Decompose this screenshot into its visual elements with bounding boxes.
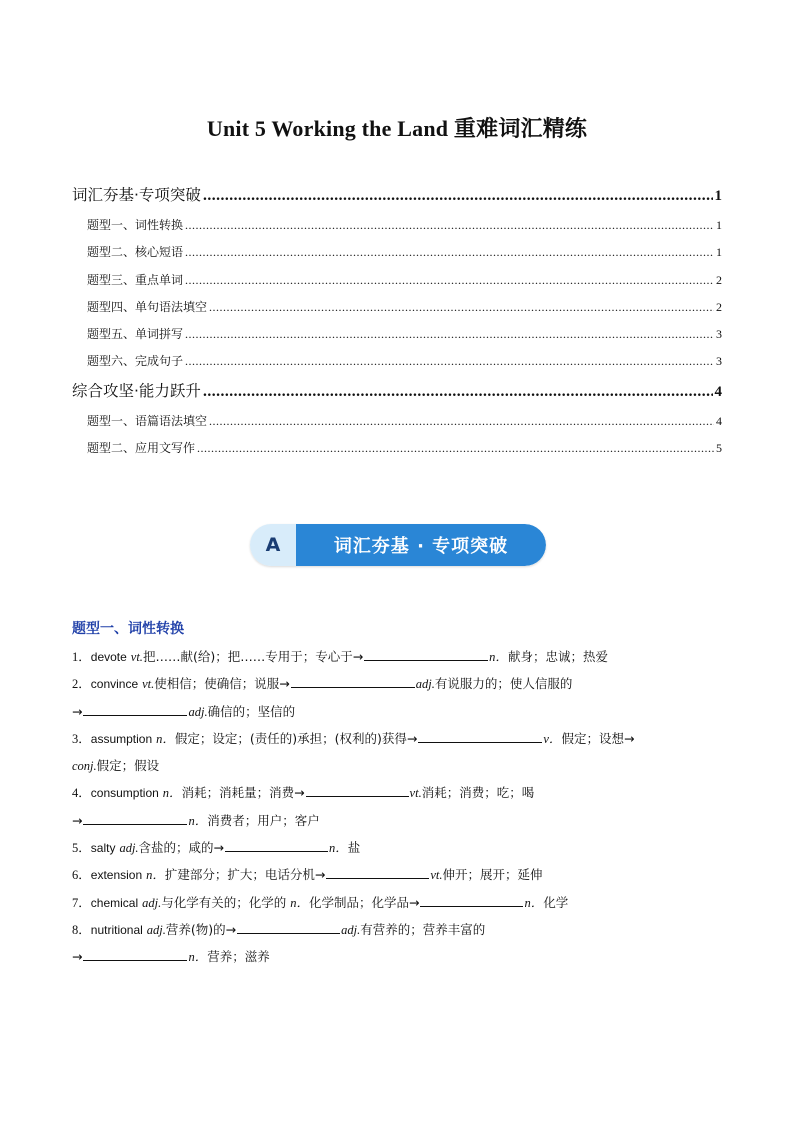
exercise-item-4-continued: [72, 810, 732, 837]
part-of-speech: conj.: [72, 759, 97, 774]
part-of-speech: n．: [188, 950, 208, 965]
part-of-speech: adj.: [142, 895, 162, 910]
arrow: →: [72, 949, 83, 965]
answer-blank[interactable]: [83, 810, 187, 825]
part-of-speech: n．: [156, 731, 175, 746]
part-of-speech: adj.: [341, 922, 361, 937]
item-number: 2．: [72, 677, 91, 692]
definition: 盐: [347, 840, 361, 856]
definition: 与化学有关的；化学的: [161, 894, 287, 910]
toc-item[interactable]: [72, 212, 722, 239]
toc-item[interactable]: [72, 239, 722, 266]
definition: 有营养的；营养丰富的: [360, 921, 486, 937]
toc-page-number: 4: [716, 413, 722, 428]
headword: convince: [90, 677, 139, 692]
answer-blank[interactable]: [237, 919, 340, 934]
definition: 确信的；坚信的: [207, 703, 296, 719]
section-banner-label: 词汇夯基 · 专项突破: [296, 524, 546, 566]
exercise-item-5: [72, 837, 732, 864]
definition: 伸开；展开；延伸: [442, 867, 543, 883]
toc-item-label: 题型六、完成句子: [87, 354, 184, 369]
answer-blank[interactable]: [326, 864, 429, 879]
part-of-speech: n．: [524, 895, 544, 910]
toc-item-label: 题型二、核心短语: [87, 245, 184, 260]
toc-leader-dots: [185, 348, 714, 375]
item-number: 5．: [72, 841, 91, 856]
part-of-speech: n．: [188, 813, 208, 828]
toc-leader-dots: [209, 294, 714, 321]
toc-item[interactable]: [72, 435, 722, 462]
toc-leader-dots: [209, 408, 714, 435]
item-number: 4．: [72, 786, 91, 801]
definition: 营养；滋养: [207, 949, 270, 965]
toc-section-label: 词汇夯基·专项突破: [72, 186, 201, 204]
section-banner: [250, 524, 546, 566]
toc-page-number: 5: [716, 441, 722, 456]
item-number: 7．: [72, 895, 91, 910]
definition: 献身；忠诚；热爱: [507, 649, 608, 664]
part-of-speech: n．: [162, 786, 182, 801]
toc-item-label: 题型二、应用文写作: [87, 441, 196, 456]
definition: 有说服力的；使人信服的: [434, 676, 573, 692]
toc-section-label: 综合攻坚·能力跃升: [72, 381, 201, 400]
toc-page-number: 2: [716, 299, 722, 314]
answer-blank[interactable]: [291, 673, 415, 688]
exercise-item-3: [72, 728, 732, 755]
item-number: 6．: [72, 868, 91, 883]
toc-section-2[interactable]: [72, 376, 722, 408]
toc-item-label: 题型一、词性转换: [87, 218, 184, 232]
definition: 假定；设想→: [561, 730, 635, 746]
arrow: →: [72, 812, 83, 828]
answer-blank[interactable]: [364, 646, 488, 661]
headword: assumption: [90, 731, 153, 746]
item-number: 1．: [72, 650, 91, 664]
definition: 假定；设定；(责任的)承担；(权利的)获得→: [174, 730, 418, 746]
toc-leader-dots: [185, 212, 714, 239]
toc-page-number: 3: [716, 327, 722, 342]
part-of-speech: adj.: [146, 922, 166, 937]
answer-blank[interactable]: [83, 701, 187, 716]
definition: 假定；假设: [96, 758, 160, 774]
toc-item[interactable]: [72, 294, 722, 321]
part-of-speech: n．: [329, 841, 348, 856]
exercise-item-3-continued: [72, 755, 732, 782]
part-of-speech: vt.: [130, 650, 143, 664]
exercise-item-7: [72, 892, 732, 919]
part-of-speech: n．: [290, 895, 309, 910]
toc-page-number: 2: [716, 272, 722, 287]
definition: 扩建部分；扩大；电话分机→: [164, 867, 326, 883]
exercise-item-8-continued: [72, 946, 732, 973]
part-of-speech: adj.: [188, 704, 208, 719]
exercise-item-2-continued: [72, 701, 732, 728]
exercise-item-8: [72, 919, 732, 946]
definition: 消费者；用户；客户: [207, 812, 320, 828]
toc-page-number: 1: [716, 218, 722, 232]
exercise-heading: 题型一、词性转换: [72, 621, 184, 637]
toc-page-number: 1: [716, 245, 722, 260]
toc-section-1[interactable]: [72, 180, 722, 212]
toc-item[interactable]: [72, 321, 722, 348]
toc-leader-dots: [185, 267, 714, 294]
answer-blank[interactable]: [418, 728, 542, 743]
toc-leader-dots: [203, 181, 713, 211]
headword: extension: [90, 868, 143, 883]
part-of-speech: n．: [146, 868, 165, 883]
table-of-contents: [72, 180, 722, 462]
definition: 消耗；消费；吃；喝: [421, 785, 535, 801]
answer-blank[interactable]: [306, 782, 409, 797]
definition: 含盐的；咸的→: [138, 840, 225, 856]
part-of-speech: vt.: [142, 677, 155, 692]
headword: nutritional: [90, 922, 143, 937]
toc-item[interactable]: [72, 267, 722, 294]
toc-item[interactable]: [72, 348, 722, 375]
part-of-speech: n．: [489, 650, 508, 664]
toc-item-label: 题型一、语篇语法填空: [87, 413, 208, 428]
item-number: 8．: [72, 922, 91, 937]
toc-item-label: 题型三、重点单词: [87, 272, 184, 287]
headword: devote: [90, 650, 127, 664]
exercise-item-6: [72, 864, 732, 891]
document-title: Unit 5 Working the Land 重难词汇精练: [206, 116, 588, 141]
part-of-speech: vt.: [430, 868, 443, 883]
toc-leader-dots: [197, 435, 714, 462]
toc-leader-dots: [185, 321, 714, 348]
exercise-item-4: [72, 782, 732, 809]
headword: chemical: [90, 895, 139, 910]
part-of-speech: adj.: [415, 677, 435, 692]
exercise-item-1: [72, 646, 732, 673]
toc-leader-dots: [203, 377, 713, 407]
answer-blank[interactable]: [83, 946, 187, 961]
toc-item-label: 题型五、单词拼写: [87, 327, 184, 342]
definition: 把……献(给)；把……专用于；专心于→: [142, 649, 364, 664]
definition: 化学: [543, 894, 569, 910]
toc-leader-dots: [185, 239, 714, 266]
item-number: 3．: [72, 731, 91, 746]
exercise-list: [72, 646, 732, 974]
arrow: →: [72, 703, 83, 719]
exercise-item-2: [72, 673, 732, 700]
part-of-speech: v．: [543, 731, 562, 746]
headword: salty: [90, 841, 116, 856]
toc-item[interactable]: [72, 408, 722, 435]
definition: 使相信；使确信；说服→: [154, 676, 290, 692]
toc-page-number: 1: [714, 188, 722, 204]
section-badge: A: [250, 524, 296, 566]
definition: 化学制品；化学品→: [308, 894, 420, 910]
part-of-speech: adj.: [119, 841, 139, 856]
toc-page-number: 4: [714, 383, 722, 400]
definition: 消耗；消耗量；消费→: [181, 785, 305, 801]
toc-item-label: 题型四、单句语法填空: [87, 299, 208, 314]
answer-blank[interactable]: [225, 837, 328, 852]
headword: consumption: [90, 786, 159, 801]
part-of-speech: vt.: [409, 786, 422, 801]
answer-blank[interactable]: [420, 892, 523, 907]
definition: 营养(物)的→: [165, 921, 237, 937]
toc-page-number: 3: [716, 354, 722, 369]
